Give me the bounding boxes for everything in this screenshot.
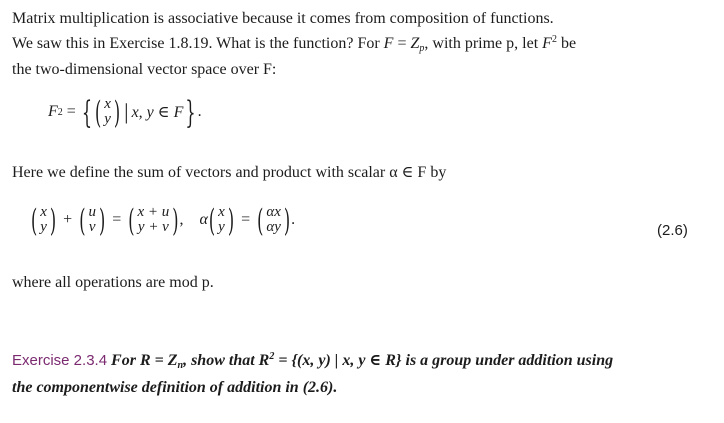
vector-scalar-product: αx αy bbox=[266, 204, 281, 235]
vector-xy-2: x y bbox=[218, 204, 225, 235]
vector-operations-equation: ( x y ) + ( u v ) = ( x + u y + v ) , α ( x y ) = ( αx αy ) . bbox=[31, 201, 296, 239]
vector-sum: x + u y + v bbox=[137, 204, 170, 235]
exercise-line-1: Exercise 2.3.4 For $R = Z_n$, show that $R^2 = \{(x$, y) | x, y ∈ R} is a group under addition using bbox=[12, 351, 614, 371]
definition-sentence: Here we define the sum of vectors and product with scalar α ∈ F by bbox=[12, 164, 447, 181]
vector-uv: u v bbox=[88, 204, 96, 235]
exercise-2-3-4 bbox=[12, 346, 717, 399]
intro-line-2: We saw this in Exercise 1.8.19. What is the function? For $F = Z_p$, with prime p, let $F^2$ be bbox=[12, 34, 577, 54]
vector-xy: x y bbox=[40, 204, 47, 235]
intro-paragraph bbox=[12, 8, 712, 80]
equation-number: (2.6) bbox=[657, 222, 688, 239]
exercise-label: Exercise 2.3.4 bbox=[12, 352, 108, 369]
intro-line-1: Matrix multiplication is associative because it comes from composition of functions. bbox=[12, 10, 554, 27]
exercise-line-2: the componentwise definition of addition in (2.6). bbox=[12, 379, 338, 396]
such-that-bar: | bbox=[124, 99, 129, 124]
mod-p-note: where all operations are mod p. bbox=[12, 274, 214, 291]
right-brace: } bbox=[185, 93, 196, 131]
vector-space-definition: F 2 = { ( x y ) | x, y ∈ F } . bbox=[48, 93, 202, 131]
vector-xy: x y bbox=[104, 96, 111, 127]
intro-line-3: the two-dimensional vector space over F: bbox=[12, 61, 277, 78]
left-brace: { bbox=[81, 93, 92, 131]
